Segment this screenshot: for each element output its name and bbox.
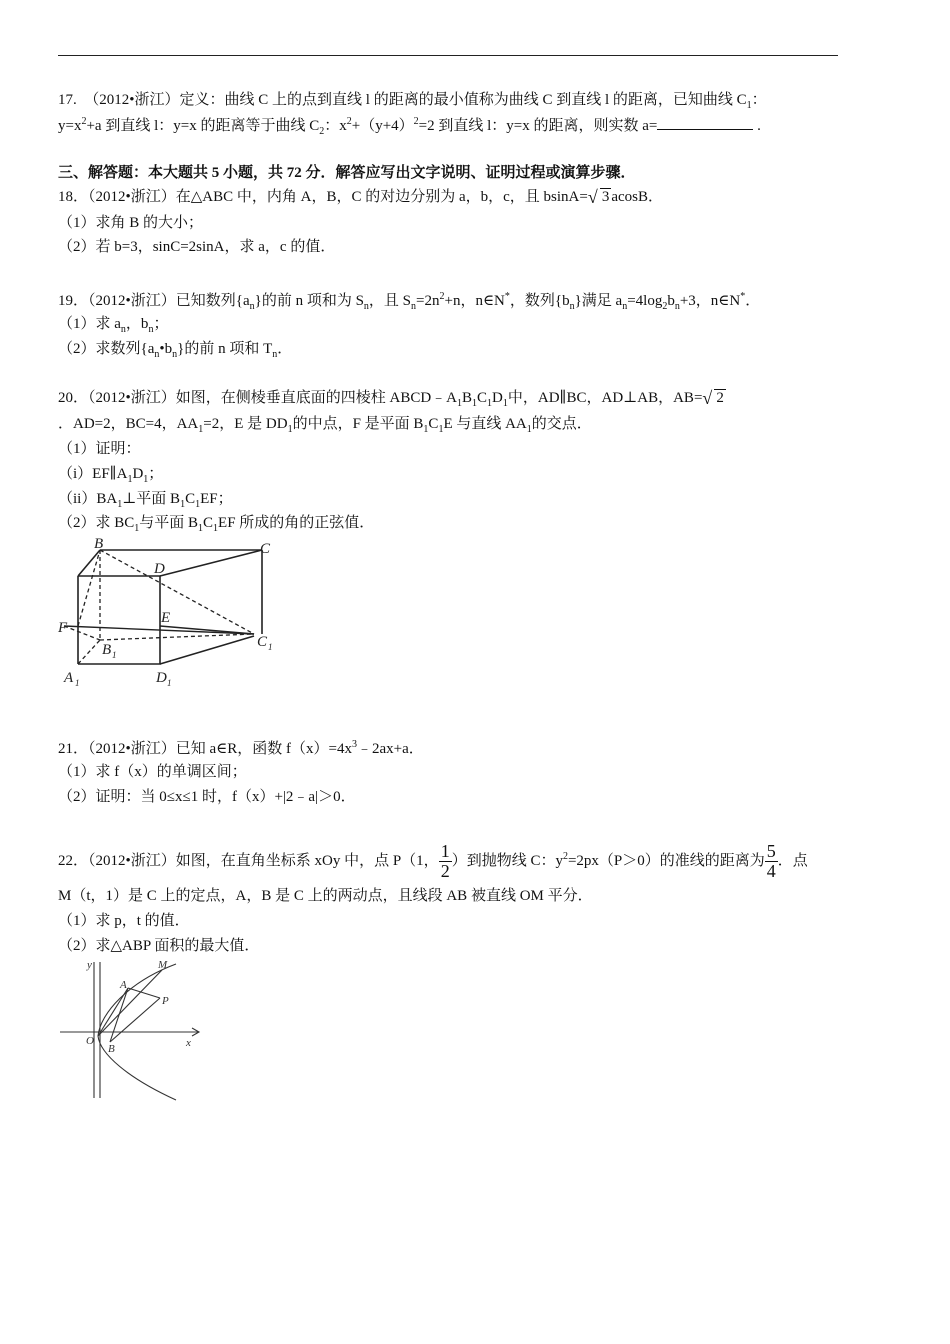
q22-part1: （1）求 p，t 的值． bbox=[58, 913, 190, 929]
sqrt-symbol: √ 2 bbox=[702, 391, 726, 406]
q17-line2: $y=x^2+a$ 到直线 l：y=x 的距离等于曲线 $C_2$：$x^2+(y+4)^2=2$ 到直线 l：y=x 的距离，则实数 a= . bbox=[58, 116, 761, 137]
q18-part1: （1）求角 B 的大小； bbox=[58, 215, 204, 231]
q21-part1: （1）求 f（x）的单调区间； bbox=[58, 764, 247, 780]
answer-blank[interactable] bbox=[657, 117, 753, 130]
label-M: M bbox=[158, 959, 168, 971]
q18-part2: （2）若 b=3，sinC=2sinA，求 a，c 的值． bbox=[58, 239, 336, 255]
q18-head: 18．（2012•浙江）在△ABC 中，内角 A，B，C 的对边分别为 a，b，c，且 bsinA=√ 3 acosB． bbox=[58, 190, 663, 205]
label-A1: A bbox=[64, 670, 74, 686]
svg-text:1: 1 bbox=[75, 678, 80, 688]
q20-part2: （2）求 $BC_1$与平面 $B_1C_1EF$ 所成的角的正弦值． bbox=[58, 515, 375, 534]
label-P: P bbox=[162, 995, 169, 1007]
q19-part2: （2）求数列$\{a_n•b_n\}$的前 n 项和 $T_n$． bbox=[58, 341, 293, 360]
q22-head: 22．（2012•浙江）如图，在直角坐标系 xOy 中，点 P（1， $\frac{1}{2}$ ）到抛物线 C：$y^2=2px(P>0)$的准线的距离为 $\frac{5}{4}$ ．点 bbox=[58, 841, 808, 881]
label-x: x bbox=[186, 1037, 191, 1049]
q22-line2: M（t，1）是 C 上的定点，A，B 是 C 上的两动点，且线段 AB 被直线 OM 平分． bbox=[58, 888, 593, 904]
label-O: O bbox=[86, 1035, 94, 1047]
parabola-figure bbox=[58, 958, 208, 1104]
label-A: A bbox=[120, 979, 127, 991]
label-y: y bbox=[87, 959, 92, 971]
svg-text:1: 1 bbox=[268, 642, 273, 652]
svg-text:1: 1 bbox=[167, 678, 172, 688]
label-B: B bbox=[94, 536, 104, 552]
label-C: C bbox=[260, 541, 271, 557]
q20-part1-ii: $(ii)BA_1\perp$平面 $B_1C_1EF$； bbox=[58, 491, 233, 510]
q20-part1-i: $(i)EF\parallel A_1D_1$； bbox=[58, 466, 164, 485]
q17-text-1: 定义：曲线 C 上的点到直线 l 的距离的最小值称为曲线 C 到直线 l 的距离，已知曲线 C bbox=[179, 92, 747, 108]
label-B1: B bbox=[102, 642, 112, 658]
q17-line1: 17. （2012•浙江）定义：曲线 C 上的点到直线 l 的距离的最小值称为曲线 C 到直线 l 的距离，已知曲线 $C_1$： bbox=[58, 92, 767, 111]
label-D1: D bbox=[156, 670, 167, 686]
label-F: F bbox=[58, 620, 68, 636]
prism-figure bbox=[56, 536, 286, 688]
label-D: D bbox=[154, 561, 165, 577]
sqrt-symbol: √ 3 bbox=[588, 190, 612, 205]
fraction-five-fourths: $\frac{5}{4}$ bbox=[766, 841, 776, 881]
q17-number: 17. bbox=[58, 92, 77, 108]
fraction-one-half: $\frac{1}{2}$ bbox=[440, 841, 450, 881]
label-C1: C bbox=[257, 634, 268, 650]
front-face bbox=[78, 576, 160, 664]
q17-source: （2012•浙江） bbox=[84, 92, 180, 108]
label-E: E bbox=[161, 610, 171, 626]
label-B: B bbox=[108, 1043, 115, 1055]
header-rule bbox=[58, 55, 838, 56]
q19-part1: （1）求 $a_n$，$b_n$； bbox=[58, 316, 169, 335]
section-heading: 三、解答题：本大题共 5 小题，共 72 分．解答应写出文字说明、证明过程或演算步骤． bbox=[58, 165, 636, 181]
q21-part2: （2）证明：当 0≤x≤1 时，f（x）+|2﹣a|＞0． bbox=[58, 789, 356, 805]
q20-line2: ．AD=2，BC=4，$AA_1=2$，E 是 $DD_1$的中点，F 是平面 $B_1C_1E$ 与直线 $AA_1$的交点． bbox=[58, 416, 592, 435]
q20-part1: （1）证明： bbox=[58, 441, 141, 457]
q20-head: 20．（2012•浙江）如图，在侧棱垂直底面的四棱柱 $ABCD﹣A_1B_1C_1D_1$中，AD∥BC，AD⊥AB，AB=√ 2 bbox=[58, 391, 726, 409]
svg-text:1: 1 bbox=[112, 650, 117, 660]
q19-head: 19．（2012•浙江）已知数列$\{a_n\}$的前 n 项和为 $S_n$，且 $S_n=2n^2+n$，n∈N*，数列$\{b_n\}$满足 $a_n=4\log_2b_n+3$，n∈N*． bbox=[58, 291, 761, 312]
q22-part2: （2）求△ABP 面积的最大值． bbox=[58, 938, 260, 954]
q21-head: 21．（2012•浙江）已知 a∈R，函数 $f(x)=4x^3﹣2ax+a$． bbox=[58, 739, 424, 757]
